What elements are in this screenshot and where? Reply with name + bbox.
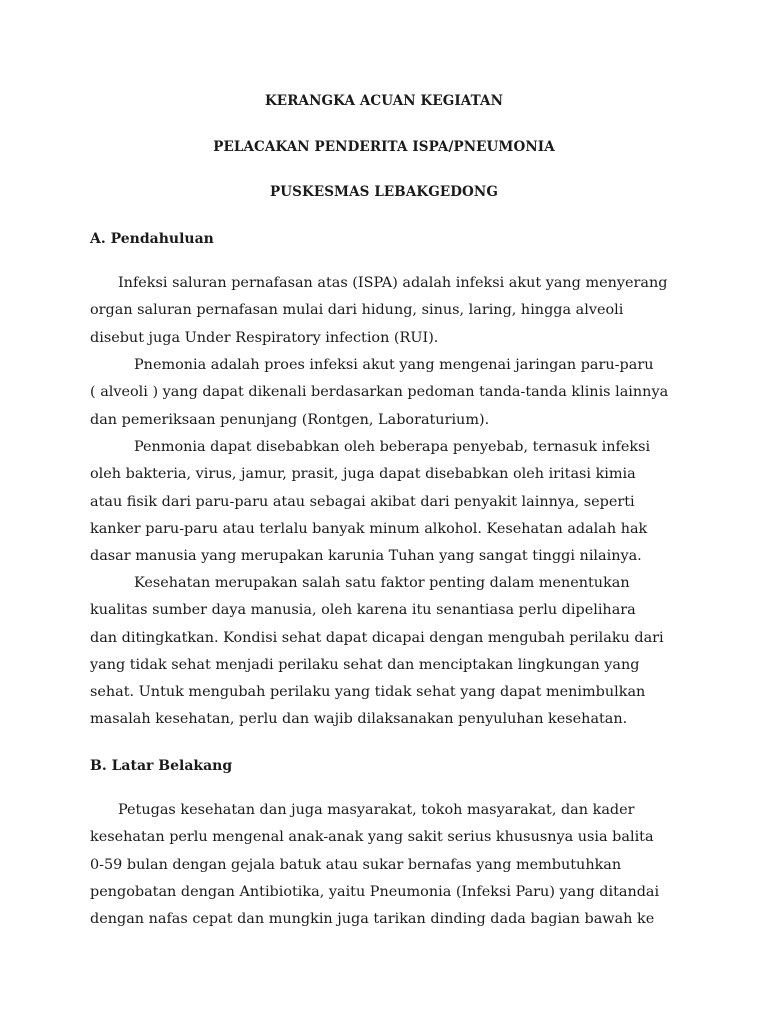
paragraph-line: dasar manusia yang merupakan karunia Tuhan yang sangat tinggi nilainya.: [90, 548, 642, 565]
paragraph-line: kualitas sumber daya manusia, oleh karena itu senantiasa perlu dipelihara: [90, 602, 636, 619]
paragraph-line: Pnemonia adalah proes infeksi akut yang mengenai jaringan paru-paru: [134, 357, 654, 373]
paragraph-line: disebut juga Under Respiratory infection (RUI).: [90, 329, 439, 346]
paragraph-line: pengobatan dengan Antibiotika, yaitu Pneumonia (Infeksi Paru) yang ditandai: [90, 883, 660, 900]
paragraph-line: oleh bakteria, virus, jamur, prasit, juga dapat disebabkan oleh iritasi kimia: [90, 466, 636, 483]
paragraph-line: Kesehatan merupakan salah satu faktor penting dalam menentukan: [134, 575, 630, 591]
paragraph-pnemonia: [90, 352, 690, 434]
paragraph-line: Infeksi saluran pernafasan atas (ISPA) adalah infeksi akut yang menyerang: [118, 275, 668, 291]
paragraph-line: yang tidak sehat menjadi perilaku sehat dan menciptakan lingkungan yang: [90, 656, 640, 673]
paragraph-line: dan ditingkatkan. Kondisi sehat dapat dicapai dengan mengubah perilaku dari: [90, 629, 664, 646]
paragraph-line: Penmonia dapat disebabkan oleh beberapa penyebab, ternasuk infeksi: [134, 439, 651, 455]
paragraph-line: Petugas kesehatan dan juga masyarakat, tokoh masyarakat, dan kader: [118, 802, 635, 818]
paragraph-line: atau fisik dari paru-paru atau sebagai akibat dari penyakit lainnya, seperti: [90, 493, 635, 510]
paragraph-kesehatan: [90, 570, 690, 734]
paragraph-line: masalah kesehatan, perlu dan wajib dilaksanakan penyuluhan kesehatan.: [90, 711, 628, 728]
paragraph-ispa: [90, 270, 690, 352]
section-heading-latar-belakang: B. Latar Belakang: [90, 758, 233, 774]
paragraph-line: dan pemeriksaan penunjang (Rontgen, Laboraturium).: [90, 411, 490, 428]
paragraph-line: kanker paru-paru atau terlalu banyak minum alkohol. Kesehatan adalah hak: [90, 520, 648, 537]
paragraph-line: 0-59 bulan dengan gejala batuk atau sukar bernafas yang membutuhkan: [90, 856, 622, 873]
document-subtitle: PELACAKAN PENDERITA ISPA/PNEUMONIA: [213, 139, 555, 155]
paragraph-line: sehat. Untuk mengubah perilaku yang tidak sehat yang dapat menimbulkan: [90, 684, 646, 701]
section-heading-pendahuluan: A. Pendahuluan: [90, 231, 214, 247]
paragraph-line: organ saluran pernafasan mulai dari hidung, sinus, laring, hingga alveoli: [90, 302, 624, 319]
paragraph-line: dengan nafas cepat dan mungkin juga tarikan dinding dada bagian bawah ke: [90, 911, 655, 928]
paragraph-line: ( alveoli ) yang dapat dikenali berdasarkan pedoman tanda-tanda klinis lainnya: [90, 384, 669, 401]
paragraph-petugas: [90, 797, 690, 933]
paragraph-penyebab: [90, 434, 690, 570]
paragraph-line: kesehatan perlu mengenal anak-anak yang sakit serius khususnya usia balita: [90, 829, 654, 846]
document-organization: PUSKESMAS LEBAKGEDONG: [270, 184, 498, 200]
document-title: KERANGKA ACUAN KEGIATAN: [264, 93, 504, 109]
